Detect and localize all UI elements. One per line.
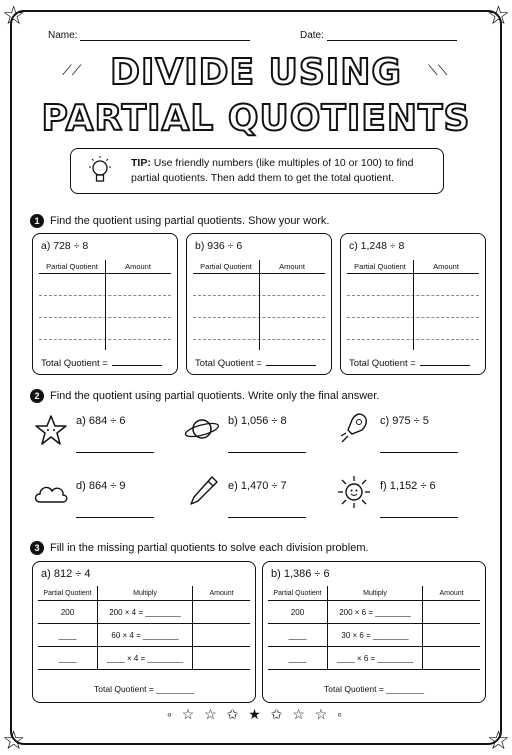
partial-quotient-table[interactable] [193,260,325,350]
section-number: 2 [30,389,44,403]
problem-card [340,233,486,375]
sparkle-icon: ⟍⟍ [428,62,448,78]
answer-line[interactable] [380,452,458,453]
partial-quotient-table[interactable] [39,260,171,350]
total-quotient[interactable]: Total Quotient = [41,358,162,369]
problem-label: d) 864 ÷ 9 [76,480,126,492]
column-header: Amount [125,262,151,271]
column-header: Partial Quotient [38,586,98,600]
star-icon: ☆ [2,725,26,755]
column-header: Multiply [98,586,193,600]
problem-label: f) 1,152 ÷ 6 [380,480,436,492]
star-icon [34,414,68,446]
problem-label: c) 1,248 ÷ 8 [349,240,405,252]
problem-card [32,561,256,703]
tip-label: TIP: [131,157,151,169]
answer-line[interactable] [76,452,154,453]
planet-icon [184,414,220,444]
section-number: 3 [30,541,44,555]
section-3-header [30,541,369,555]
partial-quotient-table [38,586,250,670]
date-field[interactable] [300,30,457,41]
column-header: Partial Quotient [200,262,252,271]
column-header: Amount [439,589,464,597]
sparkle-icon: ⟋⟋ [62,62,82,78]
problem-card [262,561,486,703]
partial-quotient-table[interactable] [347,260,479,350]
total-quotient[interactable]: Total Quotient = [349,358,470,369]
column-header: Amount [209,589,234,597]
answer-line[interactable] [380,517,458,518]
problem-label: a) 728 ÷ 8 [41,240,89,252]
problem-label: a) 812 ÷ 4 [41,568,91,580]
lightbulb-icon [87,155,113,189]
problem-card [32,233,178,375]
answer-line[interactable] [228,517,306,518]
section-instruction: Fill in the missing partial quotients to solve each division problem. [50,542,369,554]
column-header: Partial Quotient [268,586,328,600]
table-row[interactable]: ____ ____ × 4 = ________ [38,647,250,670]
table-row[interactable]: 200 200 × 6 = ________ [268,601,480,624]
footer-stars-icon: ◦ ☆ ☆ ✩ ★ ✩ ☆ ☆ ◦ [166,706,346,722]
problem-card [186,233,332,375]
total-quotient[interactable]: Total Quotient = ________ [324,684,424,694]
table-row[interactable]: ____ 30 × 6 = ________ [268,624,480,647]
tip-box [70,148,444,194]
table-row[interactable]: ____ 60 × 4 = ________ [38,624,250,647]
column-header: Partial Quotient [354,262,406,271]
answer-line[interactable] [76,517,154,518]
problem-label: c) 975 ÷ 5 [380,415,429,427]
name-field[interactable] [48,30,250,41]
section-number: 1 [30,214,44,228]
date-label: Date: [300,30,324,41]
table-row[interactable]: ____ ____ × 6 = ________ [268,647,480,670]
name-label: Name: [48,30,78,41]
column-header: Amount [433,262,459,271]
star-icon: ☆ [486,725,510,755]
problem-label: b) 936 ÷ 6 [195,240,243,252]
answer-line[interactable] [228,452,306,453]
cloud-icon [32,480,70,506]
column-header: Amount [279,262,305,271]
section-instruction: Find the quotient using partial quotients. Show your work. [50,215,330,227]
page-subtitle: PARTIAL QUOTIENTS [41,98,471,139]
pencil-icon [186,474,220,510]
partial-quotient-table [268,586,480,670]
star-icon: ☆ [486,0,510,30]
problem-label: b) 1,386 ÷ 6 [271,568,330,580]
problem-label: e) 1,470 ÷ 7 [228,480,287,492]
problem-label: b) 1,056 ÷ 8 [228,415,287,427]
table-row[interactable]: 200 200 × 4 = ________ [38,601,250,624]
total-quotient[interactable]: Total Quotient = ________ [94,684,194,694]
section-1-header [30,214,329,228]
column-header: Multiply [328,586,423,600]
tip-text: Use friendly numbers (like multiples of 10 or 100) to find partial quotients. Then add them to get the total quotient. [131,157,414,184]
section-2-header [30,389,379,403]
section-instruction: Find the quotient using partial quotients. Write only the final answer. [50,390,380,402]
sun-icon [336,474,372,510]
rocket-icon [338,410,372,446]
column-header: Partial Quotient [46,262,98,271]
problem-label: a) 684 ÷ 6 [76,415,126,427]
page-title: DIVIDE USING [110,52,402,93]
total-quotient[interactable]: Total Quotient = [195,358,316,369]
star-icon: ☆ [2,0,26,30]
